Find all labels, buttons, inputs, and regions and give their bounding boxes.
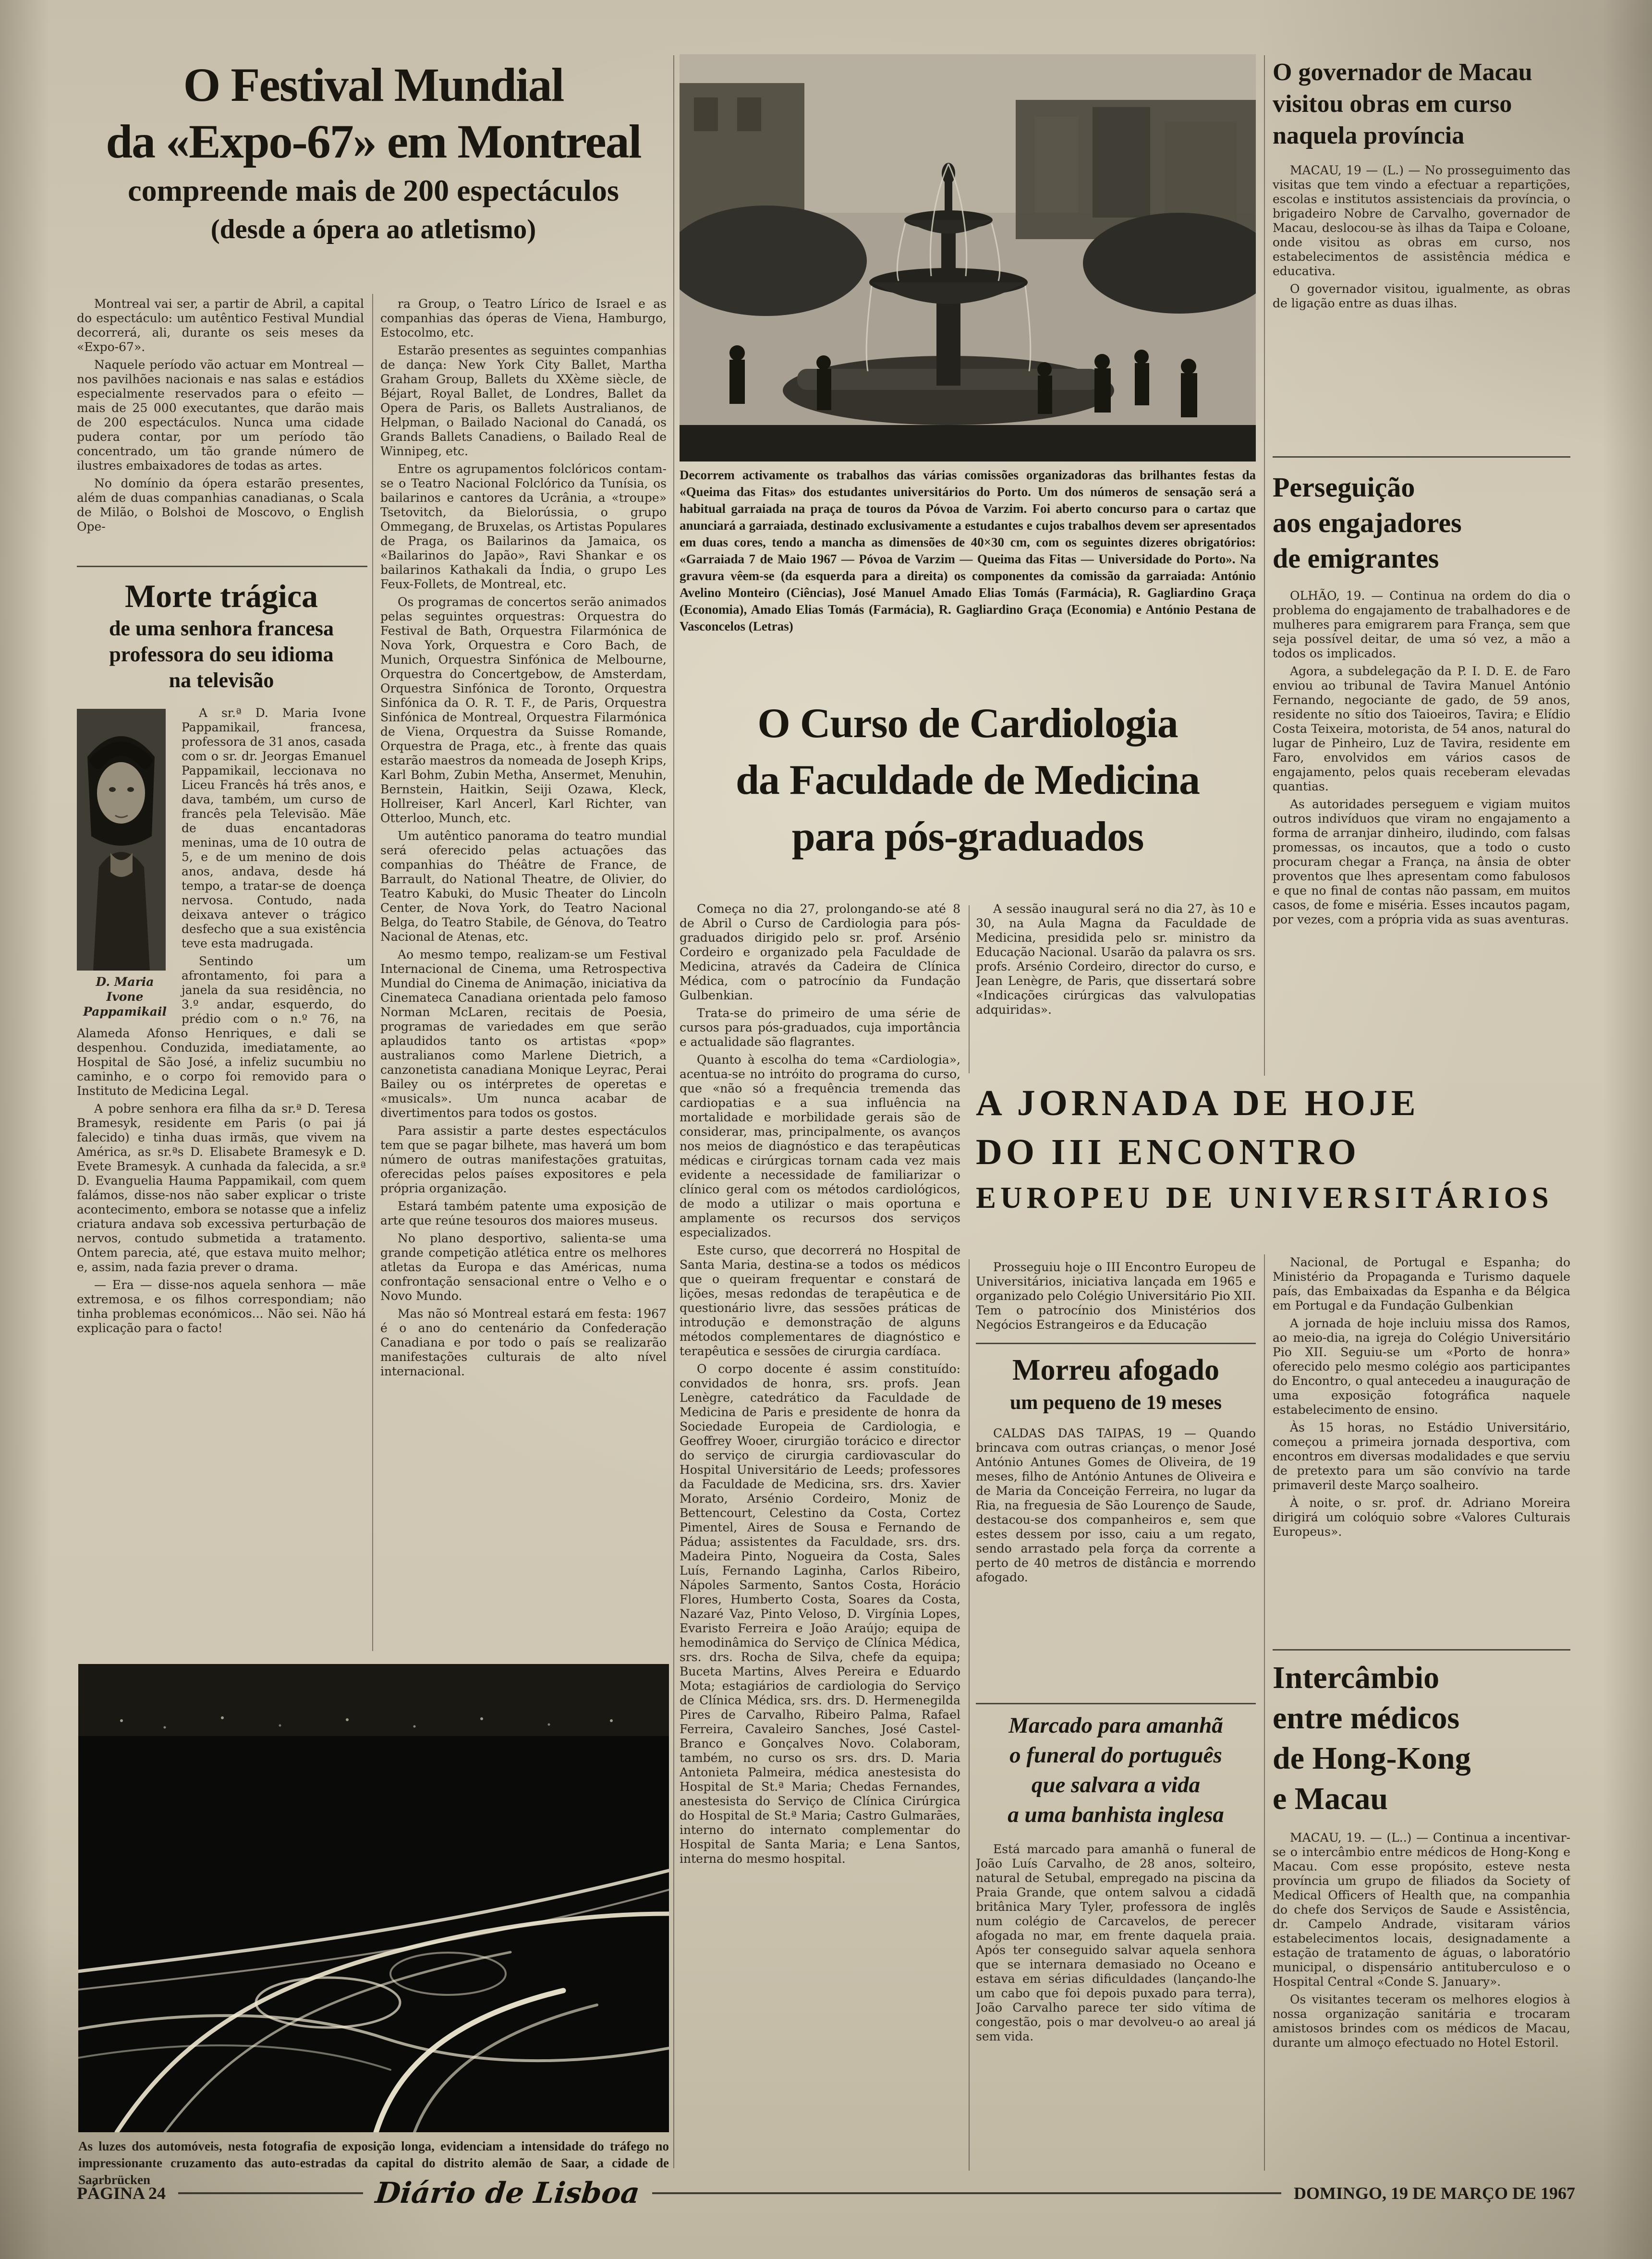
perseguicao-headline-line2: aos engajadores (1273, 507, 1462, 538)
column-rule (1264, 1254, 1265, 2171)
article-afogado (976, 1351, 1256, 1695)
paragraph: Quanto à escolha do tema «Cardiologia», acentua-se no intróito do programa do curso, que «não só a frequência tremenda das cardiopatias e a sua influência na mortalidade e morbilidade gerais são de considerar, mas, principalmente, os avanços nos meios de diagnóstico e das terapêuticas médicas e cirúrgicas tornam cada vez mais evidente a necessidade de familiarizar o clínico geral com os métodos cardiológicos, de modo a utilizar o mais oportuna e amplamente os recursos dos serviços especializados. (680, 1053, 960, 1239)
festival-headline-line1: O Festival Mundial (183, 58, 564, 111)
paragraph: Os programas de concertos serão animados pelas seguintes orquestras: Orquestra do Festival de Bath, Orquestra Filarmónica de Nova York, Orquestra e Coro Bach, de Munich, Orquestra Sinfónica de Melbourne, Orquestra do Concertgebow, de Amsterdam, Orquestra Sinfónica de Toronto, Orquestra Sinfónica da O. R. T. F., de Paris, Orquestra Sinfónica de Montreal, Orquestra Filarmónica de Viena, Orquestra da Suisse Romande, Orquestra de Praga, etc., à frente das quais estarão maestros da nomeada de Joseph Krips, Karl Bohm, Zubin Metha, Ansermet, Menuhin, Bernstein, Haitkin, Seiji Ozawa, Kleck, Hollreiser, Karl Ancerl, Karl Richter, van Otterloo, Munch, etc. (380, 595, 667, 825)
funeral-headline-line3: que salvara a vida (1031, 1773, 1201, 1797)
section-rule (976, 1343, 1256, 1344)
jornada-headline-line3: EUROPEU DE UNIVERSITÁRIOS (976, 1181, 1553, 1215)
column-rule (1264, 55, 1265, 1076)
perseguicao-headline-line1: Perseguição (1273, 472, 1415, 503)
article-macau-governador (1273, 57, 1570, 432)
paragraph: Trata-se do primeiro de uma série de cursos para pós-graduados, cuja importância e actualidade são flagrantes. (680, 1006, 960, 1049)
festival-subhead2: (desde a ópera ao atletismo) (210, 214, 536, 244)
paragraph: Montreal vai ser, a partir de Abril, a capital do espectáculo: um autêntico Festival Mundial decorrerá, ali, durante os seis meses da «Expo-67». (77, 297, 364, 354)
morte-headline-line4: na televisão (169, 668, 274, 692)
section-rule (1273, 456, 1570, 458)
article-perseguicao (1273, 470, 1570, 1155)
column-rule (969, 905, 970, 1073)
morte-headline-line1: Morte trágica (124, 578, 318, 614)
funeral-body (976, 1842, 1256, 2150)
festival-headline-line2: da «Expo-67» em Montreal (106, 115, 641, 168)
paragraph: Às 15 horas, no Estádio Universitário, começou a primeira jornada desportiva, com encontros em diversas modalidades e que serviu de pretexto para um são convívio na tarde primaveril deste Março soalheiro. (1273, 1421, 1570, 1492)
portrait-caption-line2: Pappamikail (83, 1005, 167, 1019)
portrait-photo (77, 709, 166, 971)
afogado-body (976, 1426, 1256, 1695)
paragraph: A sr.ª D. Maria Ivone Pappamikail, francesa, professora de 31 anos, casada com o sr. dr. Jeorgas Emanuel Pappamikail, leccionava no Liceu Francês há três anos, e dava, também, um curso de francês pela Televisão. Mãe de duas encantadoras meninas, uma de 10 outra de 5, e de um menino de dois anos, andava, desde há tempo, a tratar-se de doença nervosa. Contudo, nada deixava antever o trágico desfecho que a sua existência teve esta madrugada. (182, 706, 366, 950)
paragraph: — Era — disse-nos aquela senhora — mãe extremosa, e os filhos correspondiam; não tinha problemas económicos... Não sei. Não há explicação para o facto! (77, 1278, 366, 1335)
intercambio-body (1273, 1831, 1570, 2162)
paragraph: Começa no dia 27, prolongando-se até 8 de Abril o Curso de Cardiologia para pós-graduados dirigido pelo sr. prof. Arsénio Cordeiro e organizado pela Faculdade de Medicina, através da Cadeira de Clínica Médica, com o patrocínio da Fundação Gulbenkian. (680, 902, 960, 1002)
paragraph: CALDAS DAS TAIPAS, 19 — Quando brincava com outras crianças, o menor José António Antunes Gomes de Oliveira, de 19 meses, filho de António Antunes de Oliveira e de Maria da Conceição Ferreira, no lugar da Ria, na freguesia de São Lourenço de Saude, destacou-se dos companheiros e, sem que estes dessem por isso, caiu a um regato, sendo arrastado pela força da corrente a perto de 40 metros de distância e morrendo afogado. (976, 1426, 1256, 1584)
jornada-column-1 (976, 1260, 1256, 1343)
intercambio-headline-line3: de Hong-Kong (1273, 1741, 1471, 1776)
jornada-column-2 (1273, 1255, 1570, 1648)
festival-column-1 (77, 297, 364, 563)
paragraph: Ao mesmo tempo, realizam-se um Festival Internacional de Cinema, uma Retrospectiva Mundial do Cinema de Animação, iniciativa da Cinemateca Canadiana orientada pelo famoso Norman McLaren, recitais de Poesia, programas de variedades em que serão aplaudidos tanto os artistas «pop» australianos como Marlene Dietrich, a canzonetista canadiana Monique Leyrac, Perai Bailey ou os intérpretes de operetas e «musicals». Um nunca acabar de divertimentos para todos os gostos. (380, 947, 667, 1120)
footer-rule (178, 2192, 363, 2194)
paragraph: A pobre senhora era filha da sr.ª D. Teresa Bramesyk, residente em Paris (o pai já falecido) e tinha duas irmãs, que vivem na América, as sr.ªs D. Elisabete Bramesyk e D. Evete Bramesyk. A cunhada da falecida, a sr.ª D. Evanguelia Hauma Pappamikail, com quem falámos, disse-nos não saber explicar o triste acontecimento, embora se notasse que a infeliz criatura andava sob excessiva perturbação de nervos, contudo submetida a tratamento. Ontem parecia, até, que estava muito melhor; e, assim, nada fazia prever o drama. (77, 1102, 366, 1274)
funeral-headline-line1: Marcado para amanhã (1008, 1713, 1223, 1738)
paragraph: Mas não só Montreal estará em festa: 1967 é o ano do centenário da Confederação Canadiana e por todo o país se realizarão manifestações culturais de alto nível internacional. (380, 1307, 667, 1378)
masthead-logo: Diário de Lisboa (374, 2176, 642, 2210)
afogado-headline-line2: um pequeno de 19 meses (1009, 1392, 1222, 1414)
paragraph: MACAU, 19 — (L.) — No prosseguimento das visitas que tem vindo a efectuar a repartições, escolas e institutos assistenciais da província, o brigadeiro Nobre de Carvalho, governador de Macau, deslocou-se às ilhas da Taipa e Coloane, onde visitou as obras em curso, nos estabelecimentos de assistência médica e educativa. (1273, 163, 1570, 278)
morte-portrait-figure (77, 709, 173, 1019)
perseguicao-body (1273, 589, 1570, 1155)
section-rule (1273, 1649, 1570, 1651)
column-rule (969, 1259, 970, 2171)
column-rule (372, 294, 373, 1651)
paragraph: Está marcado para amanhã o funeral de João Luís Carvalho, de 28 anos, solteiro, natural de Setubal, empregado na piscina da Praia Grande, que ontem salvou a cidadã britânica Mary Tyler, professora de inglês num colégio de Carcavelos, de perecer afogada no mar, em frente daquela praia. Após ter conseguido salvar aquela senhora que se internara demasiado no Oceano e estava em sérias dificuldades (lançando-lhe um cabo que foi depois puxado para terra), João Carvalho parece ter sido vítima de congestão, pois o mar devolveu-o ao areal já sem vida. (976, 1842, 1256, 2043)
article-funeral (976, 1711, 1256, 2150)
paragraph: Prosseguiu hoje o III Encontro Europeu de Universitários, iniciativa lançada em 1965 e organizado pelo Colégio Universitário Pio XII. Tem o patrocínio dos Ministérios dos Negócios Estrangeiros e da Educação (976, 1260, 1256, 1332)
funeral-headline-line2: o funeral do português (1009, 1743, 1222, 1768)
article-cardiologia-headline (680, 695, 1256, 865)
paragraph: Naquele período vão actuar em Montreal — nos pavilhões nacionais e nas salas e estádios especialmente reservados para o efeito — mais de 25 000 executantes, que darão mais de 200 espectáculos. Nunca uma cidade pudera contar, por um período tão concentrado, um tão grande número de ilustres embaixadores de todas as artes. (77, 358, 364, 473)
paragraph: O corpo docente é assim constituído: convidados de honra, srs. profs. Jean Lenègre, catedrático da Faculdade de Medicina de Paris e presidente de honra da Sociedade Europeia de Cardiologia, e Geoffrey Wooer, cirurgião torácico e director do serviço de cirurgia cardiovascular do Hospital Universitário de Leeds; professores da Faculdade de Medicina, srs. drs. Xavier Morato, Arsénio Cordeiro, Moniz de Bettencourt, Celestino da Costa, Cortez Pimentel, Aires de Sousa e Fernando de Pádua; assistentes da Faculdade, srs. drs. Madeira Pinto, Nogueira da Costa, Sales Luís, Fernando Laginha, Carlos Ribeiro, Nápoles Sarmento, Santos Costa, Horácio Flores, Humberto Costa, Soares da Costa, Nazaré Vaz, Pinto Veloso, D. Virgínia Lopes, Evaristo Ferreira e João Araújo; equipa de hemodinâmica do Serviço de Clínica Médica, srs. drs. Rocha de Silva, chefe da equipa; Buceta Martins, Alves Pereira e Eduardo Mota; estagiários de cardiologia do Serviço de Clínica Médica, srs. drs. D. Hermenegilda Pires de Carvalho, Ribeiro Palma, Rafael Ferreira, Cavaleiro Sanches, José Castel-Branco e Gonçalves Novo. Colaboram, também, no curso os srs. drs. D. Maria Antonieta Palmeira, médica anestesista do Hospital de St.ª Maria; Chedas Fernandes, anestesista do Serviço de Clínica Cirúrgica do Hospital de St.ª Maria; Castro Gulmarães, interno do internato complementar do Hospital de Santa Maria; e Lena Santos, interna do mesmo hospital. (680, 1362, 960, 1866)
portrait-caption-line1: D. Maria Ivone (96, 975, 154, 1004)
perseguicao-headline-line3: de emigrantes (1273, 543, 1439, 574)
section-rule (77, 566, 367, 567)
article-morte (77, 576, 366, 1635)
night-traffic-photo (78, 1664, 669, 2132)
morte-body (77, 706, 366, 1635)
paragraph: Para assistir a parte destes espectáculos tem que se pagar bilhete, mas haverá um bom número de outras manifestações gratuitas, oferecidas pelos países expositores e pela própria organização. (380, 1124, 667, 1195)
macau-gov-headline-line3: naquela província (1273, 122, 1465, 149)
paragraph: Este curso, que decorrerá no Hospital de Santa Maria, destina-se a todos os médicos que o queiram frequentar e constará de lições, mesas redondas de terapêutica e de questionário livre, das sessões práticas de introdução e demonstração de alguns métodos complementares de diagnóstico e terapêutica e sessões de cirurgia cardíaca. (680, 1243, 960, 1358)
queima-das-fitas-caption: Decorrem activamente os trabalhos das várias comissões organizadoras das brilhantes festas da «Queima das Fitas» dos estudantes universitários do Porto. Um dos números de sensação será a habitual garraiada na praça de touros da Póvoa de Varzim. Foi aberto concurso para o cartaz que anunciará a garraiada, destinado exclusivamente a estudantes e cujos trabalhos devem ser apresentados em duas cores, tendo a mancha as dimensões de 40×30 cm, com os seguintes dizeres obrigatórios: «Garraiada 7 de Maio 1967 — Póvoa de Varzim — Queima das Fitas — Universidade do Porto». Na gravura vêem-se (da esquerda para a direita) os componentes da comissão da garraiada: António Avelino Monteiro (Ciências), José Manuel Amado Elias Tomás (Farmácia), R. Gagliardino Graça (Economia), Amado Elias Tomás (Farmácia), R. Gagliardino Graça (Economia) e António Pestana de Vasconcelos (Letras) (680, 468, 1256, 633)
fountain-photo (680, 54, 1256, 462)
paragraph: Um autêntico panorama do teatro mundial será oferecido pelas actuações das companhias do Théâtre de France, de Barrault, do National Theatre, de Olivier, do Teatro Kabuki, do Music Theater do Lincoln Center, de Nova York, do Teatro Nacional Belga, do Teatro Stabile, de Génova, do Teatro Nacional de Atenas, etc. (380, 829, 667, 944)
jornada-headline-line2: DO III ENCONTRO (976, 1132, 1360, 1172)
morte-headline-line2: de uma senhora francesa (109, 617, 334, 640)
paragraph: No plano desportivo, salienta-se uma grande competição atlética entre os melhores atletas da Europa e das Américas, numa confrontação sensacional entre o Velho e o Novo Mundo. (380, 1231, 667, 1303)
cardiologia-column-2 (976, 902, 1256, 1069)
night-traffic-photo-art (78, 1664, 669, 2132)
cardiologia-headline-line1: O Curso de Cardiologia (757, 700, 1178, 747)
footer-rule (652, 2192, 1281, 2194)
intercambio-headline-line1: Intercâmbio (1273, 1660, 1440, 1695)
paragraph: A jornada de hoje incluiu missa dos Ramos, ao meio-dia, na igreja do Colégio Universitário Pio XII. Seguiu-se um «Porto de honra» oferecido pelo mesmo colégio aos participantes do Encontro, o qual antecedeu a inauguração de uma exposição fotográfica naquele estabelecimento de ensino. (1273, 1316, 1570, 1417)
cardiologia-column-1 (680, 902, 960, 2177)
paragraph: Agora, a subdelegação da P. I. D. E. de Faro enviou ao tribunal de Tavira Manuel António Fernando, negociante de gado, de 59 anos, residente no sítio dos Taioeiros, Tavira; e Elídio Costa Teixeira, motorista, de 54 anos, natural do lugar de Pinheiro, Luz de Tavira, residente em Faro, envolvidos em vários casos de engajamento, pelos quais receberam elevadas quantias. (1273, 664, 1570, 793)
section-rule (976, 1703, 1256, 1704)
festival-subhead1: compreende mais de 200 espectáculos (128, 173, 619, 207)
paragraph: Nacional, de Portugal e Espanha; do Ministério da Propaganda e Turismo daquele país, das Embaixadas da Espanha e da Bélgica em Portugal e da Fundação Gulbenkian (1273, 1255, 1570, 1312)
cardiologia-headline-line2: da Faculdade de Medicina (735, 757, 1200, 803)
paragraph: À noite, o sr. prof. dr. Adriano Moreira dirigirá um colóquio sobre «Valores Culturais Europeus». (1273, 1496, 1570, 1539)
column-rule (673, 55, 674, 2168)
macau-gov-body (1273, 163, 1570, 432)
intercambio-headline-line4: e Macau (1273, 1781, 1388, 1816)
funeral-headline-line4: a uma banhista inglesa (1008, 1802, 1224, 1827)
paragraph: OLHÃO, 19. — Continua na ordem do dia o problema do engajamento de trabalhadores e de mulheres para emigrarem para França, sem que seja possível deitar, de uma só vez, a mão a todos os implicados. (1273, 589, 1570, 660)
paragraph: Entre os agrupamentos folclóricos contam-se o Teatro Nacional Folclórico da Tunísia, os bailarinos e cantores da Ucrânia, a «troupe» Tsetovitch, da Bielorússia, o grupo Ommegang, de Bruxelas, os Artistas Populares de Praga, os Bailarinos da Jamaica, os «Bailarinos do Japão», Ravi Shankar e os bailarinos Kathakali da Índia, o grupo Les Feux-Follets, de Montreal, etc. (380, 462, 667, 591)
page-footer (77, 2174, 1575, 2212)
article-festival-headline (77, 57, 670, 248)
night-traffic-photo-caption: As luzes dos automóveis, nesta fotografia de exposição longa, evidenciam a intensidade do tráfego no impressionante cruzamento das auto-estradas da capital do distrito alemão de Saar, a cidade de Saarbrücken (78, 2139, 669, 2187)
afogado-headline-line1: Morreu afogado (1012, 1354, 1220, 1386)
paragraph: Sentindo um afrontamento, foi para a janela da sua residência, no 3.º andar, esquerdo, do prédio com o n.º 76, na Alameda Afonso Henriques, e dali se despenhou. Conduzida, imediatamente, ao Hospital de São José, a infeliz sucumbiu no caminho, e o corpo foi removido para o Instituto de Medicina Legal. (77, 954, 366, 1098)
paragraph: Os visitantes teceram os melhores elogios à nossa organização sanitária e trocaram amistosos brindes com os médicos de Macau, durante um almoço efectuado no Hotel Estoril. (1273, 1992, 1570, 2050)
article-intercambio (1273, 1658, 1570, 2162)
fountain-photo-art (680, 54, 1256, 462)
cardiologia-headline-line3: para pós-graduados (791, 814, 1144, 860)
paragraph: As autoridades perseguem e vigiam muitos outros indivíduos que viram no engajamento a forma de arranjar dinheiro, iludindo, com falsas promessas, os incautos, que a todo o custo procuram chegar a França, na ânsia de obter proventos que lhes apresentam como fabulosos e que no final de contas não passam, em muitos casos, de fome e miséria. Esses incautos pagam, por vezes, com a própria vida as suas aventuras. (1273, 797, 1570, 926)
morte-headline-line3: professora do seu idioma (109, 643, 334, 666)
paragraph: No domínio da ópera estarão presentes, além de duas companhias canadianas, o Scala de Milão, o Bolshoi de Moscovo, o English Ope- (77, 476, 364, 534)
paragraph: ra Group, o Teatro Lírico de Israel e as companhias das óperas de Viena, Hamburgo, Estocolmo, etc. (380, 297, 667, 340)
paragraph: Estarão presentes as seguintes companhias de dança: New York City Ballet, Martha Graham Group, Ballets du XXème siècle, de Béjart, Royal Ballet, de Londres, Ballet da Opera de Paris, os Ballets Australianos, de Helpman, o Bailado Nacional do Canadá, os Grands Ballets Canadiens, o Bailado Real de Winnipeg, etc. (380, 343, 667, 458)
jornada-headline-line1: A JORNADA DE HOJE (976, 1083, 1420, 1123)
paragraph: Estará também patente uma exposição de arte que reúne tesouros dos maiores museus. (380, 1199, 667, 1227)
paragraph: O governador visitou, igualmente, as obras de ligação entre as duas ilhas. (1273, 282, 1570, 310)
footer-date: DOMINGO, 19 DE MARÇO DE 1967 (1294, 2184, 1575, 2203)
paragraph: MACAU, 19. — (L..) — Continua a incentivar-se o intercâmbio entre médicos de Hong-Kong e Macau. Com esse propósito, esteve nesta província um grupo de filiados da Society of Medical Officers of Health que, na companhia do chefe dos Serviços de Saude e Assistência, dr. Campelo Andrade, visitaram vários estabelecimentos locais, designadamente a estação de tratamento de águas, o laboratório municipal, o dispensário antituberculoso e o Hospital Central «Conde S. January». (1273, 1831, 1570, 1989)
macau-gov-headline-line1: O governador de Macau (1273, 59, 1532, 86)
intercambio-headline-line2: entre médicos (1273, 1700, 1460, 1736)
footer-page-number: PÁGINA 24 (77, 2184, 166, 2203)
festival-column-2 (380, 297, 667, 1651)
paragraph: A sessão inaugural será no dia 27, às 10 e 30, na Aula Magna da Faculdade de Medicina, presidida pelo sr. ministro da Educação Nacional. Usarão da palavra os srs. profs. Arsénio Cordeiro, director do curso, e Jean Lenègre, de Paris, que dissertará sobre «Indicações cirúrgicas das valvulopatias adquiridas». (976, 902, 1256, 1017)
macau-gov-headline-line2: visitou obras em curso (1273, 90, 1512, 118)
